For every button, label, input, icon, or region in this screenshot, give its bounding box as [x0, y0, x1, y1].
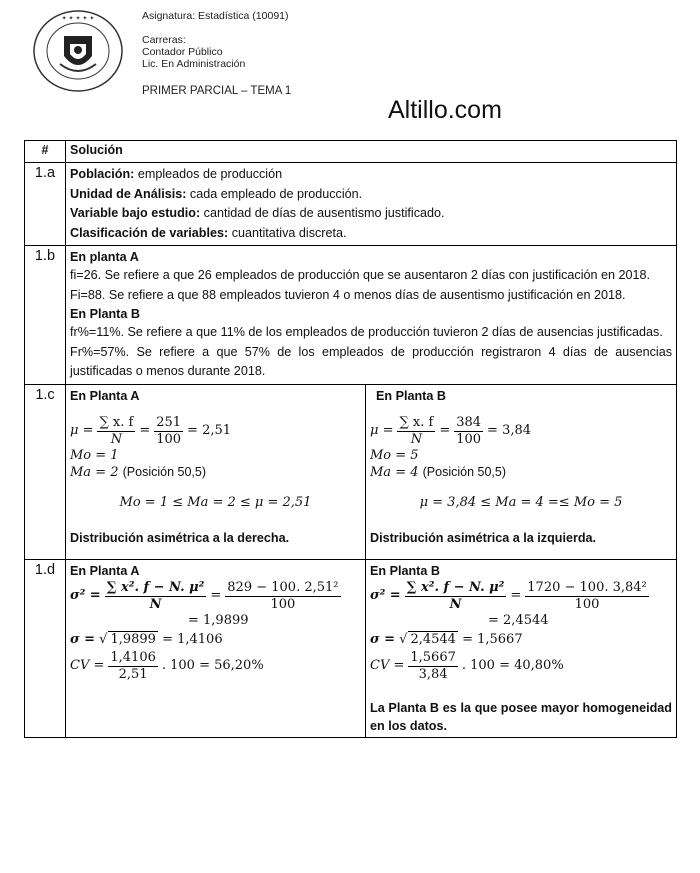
formula-part: ∑ x². f − N. μ² [106, 579, 205, 595]
subtitle: En planta A [70, 250, 139, 264]
formula-part: ∑ x². f − N. μ² [406, 579, 505, 595]
cell-planta-a: En Planta A σ² = $\frac{\text{∑ x². f − N. μ²}}{N}$ = $\frac{\text{829 − 100. 2,51²}}{100}$ = 1,9899 σ = √ 1,9899 = 1,4106 CV = $\frac{1,4106}{2,51}$ . 100 = 56,20% [66, 559, 366, 737]
position-note: (Posición 50,5) [422, 464, 507, 479]
formula-line: Mo = 5 [370, 447, 419, 463]
row-content [66, 163, 677, 246]
subtitle: En Planta B [370, 563, 440, 578]
formula-part: . 100 = 40,80% [461, 658, 564, 673]
formula-part: N [410, 431, 423, 447]
formula-part: 2,4544 [410, 631, 456, 647]
formula-part: 100 [456, 431, 482, 447]
formula-part: CV = [370, 658, 405, 673]
formula-part: CV = [70, 658, 105, 673]
table-row [25, 163, 677, 246]
formula-part: ∑ x. f [99, 414, 134, 430]
table-row [25, 384, 677, 559]
text: empleados de producción [134, 167, 283, 181]
formula-part: μ = [70, 423, 94, 438]
text: cuantitativa discreta. [228, 225, 347, 240]
formula-part: N [149, 596, 162, 612]
formula-line: = 1,9899 [188, 612, 249, 628]
row-num: 1.d [25, 559, 66, 737]
row-content [66, 246, 677, 385]
paragraph: fr%=11%. Se refiere a que 11% de los empleados de producción tuvieron 2 días de ausencias justificadas. [70, 325, 663, 339]
career-2: Lic. En Administración [142, 58, 246, 70]
formula-part: σ² = [70, 588, 101, 603]
table-row [25, 246, 677, 385]
cell-planta-b: En Planta B σ² = $\frac{\text{∑ x². f − N. μ²}}{N}$ = $\frac{\text{1720 − 100. 3,84²}}{100}$ = 2,4544 σ = √ 2,4544 = 1,5667 CV = $\frac{1,5667}{3,84}$ . 100 = 40,80% La Planta B es la que posee mayor homogeneidad en los datos. [366, 559, 677, 737]
formula-part: 1,4106 [110, 649, 156, 665]
cell-planta-b: En Planta B μ = $\frac{\sum x. f}{N}$ = $\frac{384}{100}$ = 3,84 Mo = 5 Ma = 4 (Posición 50,5) μ = 3,84 ≤ Ma = 4 =≤ Mo = 5 Distribución asimétrica a la izquierda. [366, 384, 677, 559]
formula-part: N [449, 596, 462, 612]
subtitle: En Planta A [70, 563, 140, 578]
formula-relation: Mo = 1 ≤ Ma = 2 ≤ μ = 2,51 [119, 494, 312, 510]
formula-part: = 3,84 [487, 423, 532, 438]
row-num: 1.c [25, 384, 66, 559]
subtitle: En Planta A [70, 388, 140, 403]
col-num-header: # [25, 141, 66, 163]
formula-line: Ma = 4 [370, 464, 419, 480]
formula-part: 251 [156, 414, 182, 430]
formula-part: = 1,5667 [462, 631, 523, 647]
brand-watermark: Altillo.com [388, 96, 502, 124]
formula-part: μ = [370, 423, 394, 438]
svg-text:✦ ✦ ✦ ✦ ✦: ✦ ✦ ✦ ✦ ✦ [61, 15, 95, 22]
formula-relation: μ = 3,84 ≤ Ma = 4 =≤ Mo = 5 [419, 494, 623, 510]
text: cantidad de días de ausentismo justificado. [200, 206, 445, 220]
text: cada empleado de producción. [186, 186, 363, 201]
row-num: 1.b [25, 246, 66, 385]
position-note: (Posición 50,5) [122, 464, 207, 479]
subtitle: En Planta B [70, 307, 140, 321]
formula-part: 1720 − 100. 3,84² [527, 579, 647, 595]
formula-part: σ = [370, 631, 396, 647]
solution-table [24, 140, 677, 738]
conclusion: Distribución asimétrica a la derecha. [70, 530, 290, 545]
conclusion: La Planta B es la que posee mayor homogeneidad en los datos. [370, 700, 672, 733]
paragraph: fi=26. Se refiere a que 26 empleados de producción que se ausentaron 2 días con justificación en 2018. [70, 268, 651, 282]
formula-part: 829 − 100. 2,51² [227, 579, 339, 595]
formula-part: ∑ x. f [399, 414, 434, 430]
formula-part: 100 [156, 431, 182, 447]
formula-part: = 2,51 [187, 423, 232, 438]
subject-line: Asignatura: Estadística (10091) [142, 10, 289, 22]
label: Unidad de Análisis: [70, 186, 187, 201]
formula-part: σ² = [370, 588, 401, 603]
career-1: Contador Público [142, 46, 223, 58]
formula-line: = 2,4544 [488, 612, 549, 628]
paragraph: Fi=88. Se refiere a que 88 empleados tuvieron 4 o menos días de ausentismo justificación en 2018. [70, 287, 626, 302]
label: Población: [70, 167, 135, 181]
university-seal [30, 8, 126, 94]
formula-part: . 100 = 56,20% [161, 658, 264, 673]
cell-planta-a: En Planta A μ = $\frac{\sum x. f}{N}$ = $\frac{251}{100}$ = 2,51 Mo = 1 Ma = 2 (Posición 50,5) Mo = 1 ≤ Ma = 2 ≤ μ = 2,51 Distribución asimétrica a la derecha. [66, 384, 366, 559]
formula-part: N [110, 431, 123, 447]
label: Clasificación de variables: [70, 225, 229, 240]
formula-part: 100 [270, 596, 296, 612]
formula-line: Ma = 2 [70, 464, 119, 480]
formula-part: 2,51 [118, 666, 148, 682]
subtitle: En Planta B [376, 388, 446, 403]
formula-part: 3,84 [418, 666, 448, 682]
formula-part: 1,5667 [410, 649, 456, 665]
formula-part: 384 [456, 414, 482, 430]
formula-part: = 1,4106 [162, 631, 223, 647]
col-solution-header: Solución [66, 141, 677, 163]
conclusion: Distribución asimétrica a la izquierda. [370, 530, 597, 545]
careers-label: Carreras: [142, 34, 186, 46]
formula-part: σ = [70, 631, 96, 647]
paragraph: Fr%=57%. Se refiere a que 57% de los empleados de producción registraron 4 días de ausencias justificadas o menos durante 2018. [70, 344, 672, 378]
label: Variable bajo estudio: [70, 206, 201, 220]
formula-part: 100 [574, 596, 600, 612]
exam-title: PRIMER PARCIAL – TEMA 1 [142, 85, 292, 97]
formula-line: Mo = 1 [70, 447, 119, 463]
table-row [25, 559, 677, 737]
row-num: 1.a [25, 163, 66, 246]
formula-part: 1,9899 [110, 631, 156, 647]
